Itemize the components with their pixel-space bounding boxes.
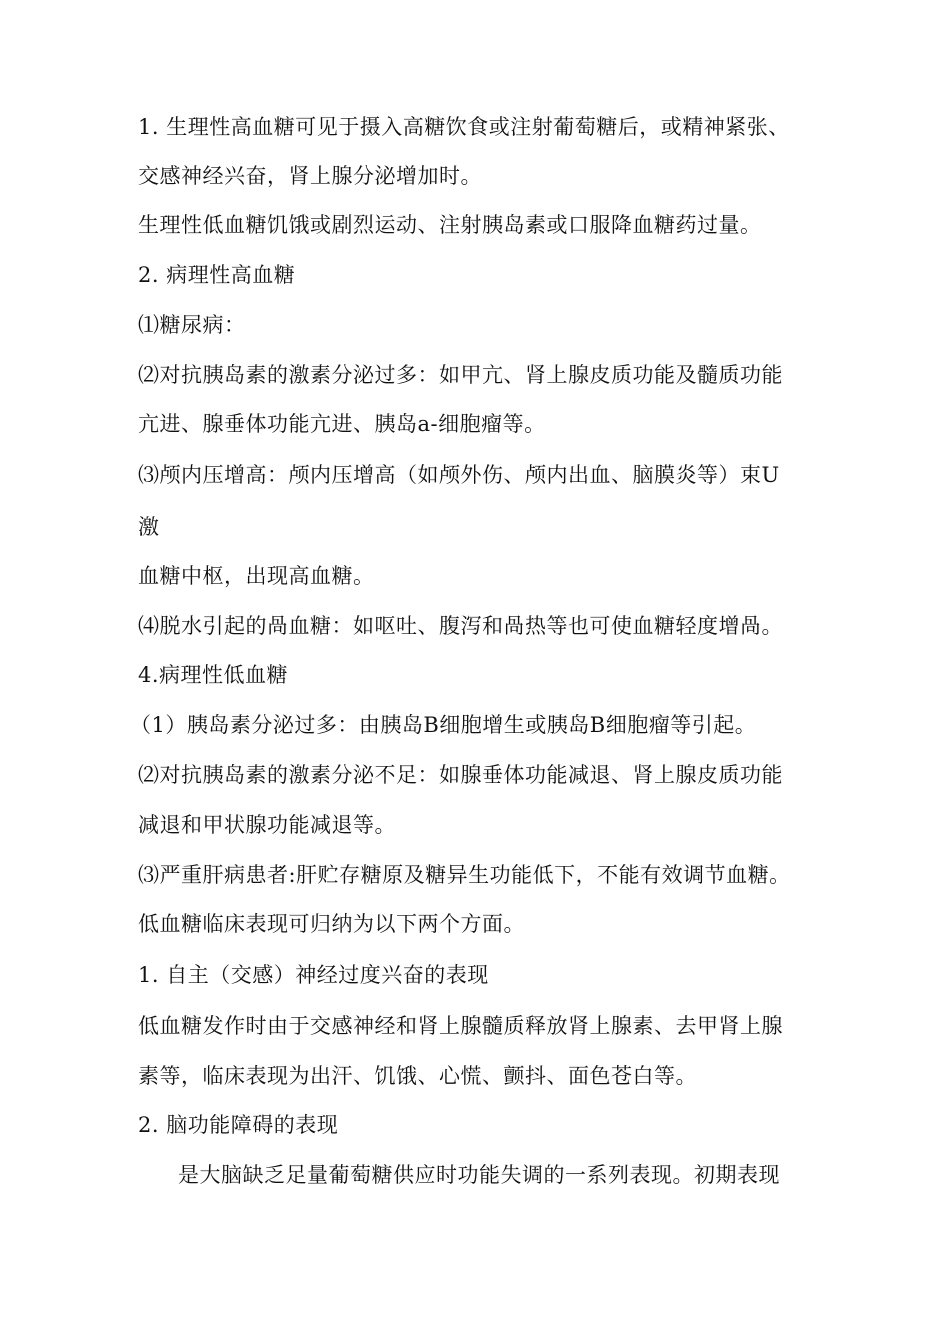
text-line-17: 低血糖临床表现可归纳为以下两个方面。: [138, 912, 525, 936]
text-line-2: 交感神经兴奋，肾上腺分泌增加时。: [138, 164, 482, 188]
text-line-14: ⑵对抗胰岛素的激素分泌不足：如腺垂体功能减退、肾上腺皮质功能: [138, 763, 783, 787]
text-line-18: 1. 自主（交感）神经过度兴奋的表现: [138, 963, 489, 987]
text-line-9: 激: [138, 515, 160, 539]
text-line-20: 素等，临床表现为出汗、饥饿、心慌、颤抖、面色苍白等。: [138, 1064, 697, 1088]
text-line-4: 2. 病理性高血糖: [138, 263, 296, 287]
text-line-15: 减退和甲状腺功能减退等。: [138, 813, 396, 837]
text-line-8: ⑶颅内压增高：颅内压增高（如颅外伤、颅内出血、脑膜炎等）束U: [138, 463, 780, 487]
text-line-16: ⑶严重肝病患者:肝贮存糖原及糖异生功能低下，不能有效调节血糖。: [138, 863, 791, 887]
text-line-13: （1）胰岛素分泌过多：由胰岛B细胞增生或胰岛B细胞瘤等引起。: [130, 713, 757, 737]
text-line-19: 低血糖发作时由于交感神经和肾上腺髓质释放肾上腺素、去甲肾上腺: [138, 1014, 783, 1038]
text-line-21: 2. 脑功能障碍的表现: [138, 1113, 339, 1137]
text-line-22: 是大脑缺乏足量葡萄糖供应时功能失调的一系列表现。初期表现: [178, 1163, 780, 1187]
text-line-7: 亢进、腺垂体功能亢进、胰岛a-细胞瘤等。: [138, 412, 546, 436]
text-line-6: ⑵对抗胰岛素的激素分泌过多：如甲亢、肾上腺皮质功能及髓质功能: [138, 363, 783, 387]
text-line-11: ⑷脱水引起的咼血糖：如呕吐、腹泻和咼热等也可使血糖轻度增咼。: [138, 614, 783, 638]
text-line-12: 4.病理性低血糖: [138, 663, 289, 687]
text-line-3: 生理性低血糖饥饿或剧烈运动、注射胰岛素或口服降血糖药过量。: [138, 213, 762, 237]
text-line-5: ⑴糖尿病：: [138, 313, 246, 337]
text-line-10: 血糖中枢，出现高血糖。: [138, 564, 375, 588]
text-line-1: 1. 生理性高血糖可见于摄入高糖饮食或注射葡萄糖后，或精神紧张、: [138, 115, 790, 139]
